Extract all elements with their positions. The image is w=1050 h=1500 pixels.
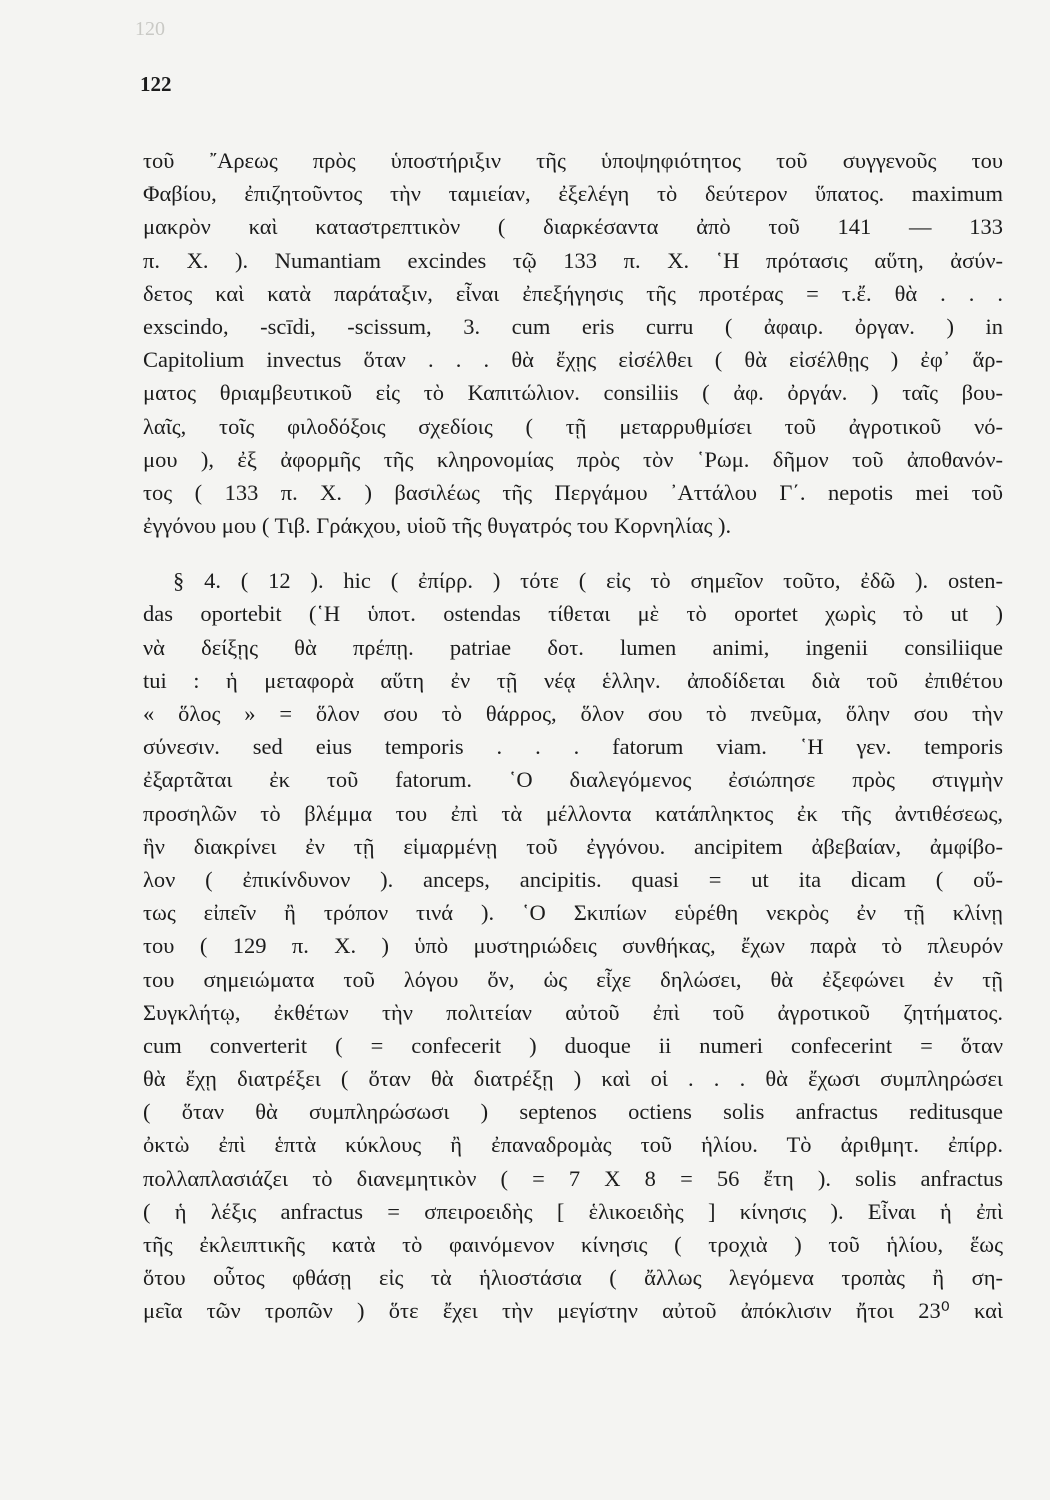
text-line: σύνεσιν. sed eius temporis . . . fatorum viam. ῾Η γεν. temporis xyxy=(143,734,1003,760)
text-line: Φαβίου, ἐπιζητοῦντος τὴν ταμιείαν, ἐξελέγη τὸ δεύτερον ὕπατος. maximum xyxy=(143,181,1003,207)
text-line: μεῖα τῶν τροπῶν ) ὅτε ἔχει τὴν μεγίστην αὐτοῦ ἀπόκλισιν ἤτοι 23⁰ καὶ xyxy=(143,1298,1003,1324)
text-line: ἐξαρτᾶται ἐκ τοῦ fatorum. ῾Ο διαλεγόμενος ἐσιώπησε πρὸς στιγμὴν xyxy=(143,767,1003,793)
text-line: ὅτου οὗτος φθάσῃ εἰς τὰ ἡλιοστάσια ( ἄλλως λεγόμενα τροπὰς ἢ ση- xyxy=(143,1265,1003,1291)
text-line: πολλαπλασιάζει τὸ διανεμητικὸν ( = 7 Χ 8 = 56 ἔτη ). solis anfractus xyxy=(143,1165,1003,1191)
text-line: τῆς ἐκλειπτικῆς κατὰ τὸ φαινόμενον κίνησις ( τροχιὰ ) τοῦ ἡλίου, ἕως xyxy=(143,1232,1003,1257)
text-line: δετος καὶ κατὰ παράταξιν, εἶναι ἐπεξήγησις τῆς προτέρας = τ.ἔ. θὰ . . . xyxy=(143,280,1003,306)
text-line: θὰ ἔχῃ διατρέξει ( ὅταν θὰ διατρέξῃ ) καὶ οἱ . . . θὰ ἔχωσι συμπληρώσει xyxy=(143,1066,1003,1092)
bleed-through-page-number: 120 xyxy=(135,18,165,40)
text-line: τοῦ ῎Αρεως πρὸς ὑποστήριξιν τῆς ὑποψηφιότητος τοῦ συγγενοῦς του xyxy=(143,148,1003,173)
text-line: του σημειώματα τοῦ λόγου ὅν, ὡς εἶχε δηλώσει, θὰ ἐξεφώνει ἐν τῇ xyxy=(143,966,1003,992)
commentary-text xyxy=(143,144,1003,1328)
text-line: ὀκτὼ ἐπὶ ἑπτὰ κύκλους ἢ ἐπαναδρομὰς τοῦ ἡλίου. Τὸ ἀριθμητ. ἐπίρρ. xyxy=(143,1132,1003,1158)
text-line: exscindo, -scīdi, -scissum, 3. cum eris curru ( ἀφαιρ. ὀργαν. ) in xyxy=(143,313,1003,339)
text-line: λαῖς, τοῖς φιλοδόξοις σχεδίοις ( τῇ μεταρρυθμίσει τοῦ ἀγροτικοῦ νό- xyxy=(143,413,1003,439)
text-line: π. Χ. ). Numantiam excindes τῷ 133 π. Χ. ῾Η πρότασις αὕτη, ἀσύν- xyxy=(143,247,1003,273)
text-line: tui : ἡ μεταφορὰ αὕτη ἐν τῇ νέᾳ ἑλλην. ἀποδίδεται διὰ τοῦ ἐπιθέτου xyxy=(143,667,1003,693)
text-line: « ὅλος » = ὅλον σου τὸ θάρρος, ὅλον σου τὸ πνεῦμα, ὅλην σου τὴν xyxy=(143,701,1003,726)
text-line: του ( 129 π. Χ. ) ὑπὸ μυστηριώδεις συνθήκας, ἔχων παρὰ τὸ πλευρόν xyxy=(143,933,1003,959)
text-line: ἐγγόνου μου ( Τιβ. Γράκχου, υἱοῦ τῆς θυγατρός του Κορνηλίας ). xyxy=(143,513,732,539)
text-line: Capitolium invectus ὅταν . . . θὰ ἔχῃς εἰσέλθει ( θὰ εἰσέλθῃς ) ἐφ᾽ ἅρ- xyxy=(143,347,1003,373)
page-number: 122 xyxy=(140,72,172,96)
text-line: ( ἡ λέξις anfractus = σπειροειδὴς [ ἑλικοειδὴς ] κίνησις ). Εἶναι ἡ ἐπὶ xyxy=(143,1198,1003,1224)
text-line: τος ( 133 π. Χ. ) βασιλέως τῆς Περγάμου ᾽Αττάλου Γ΄. nepotis mei τοῦ xyxy=(143,479,1003,505)
text-line: cum converterit ( = confecerit ) duoque ii numeri confecerint = ὅταν xyxy=(143,1032,1003,1058)
text-line: ματος θριαμβευτικοῦ εἰς τὸ Καπιτώλιον. consiliis ( ἀφ. ὀργάν. ) ταῖς βου- xyxy=(143,380,1003,406)
text-line: ( ὅταν θὰ συμπληρώσωσι ) septenos octiens solis anfractus reditusque xyxy=(143,1099,1003,1125)
text-line: Συγκλήτῳ, ἐκθέτων τὴν πολιτείαν αὐτοῦ ἐπὶ τοῦ ἀγροτικοῦ ζητήματος. xyxy=(143,999,1003,1025)
text-line: § 4. ( 12 ). hic ( ἐπίρρ. ) τότε ( εἰς τὸ σημεῖον τοῦτο, ἐδῶ ). osten- xyxy=(173,568,1003,594)
text-line: τως εἰπεῖν ἢ τρόπον τινά ). ῾Ο Σκιπίων εὑρέθη νεκρὸς ἐν τῇ κλίνῃ xyxy=(143,900,1003,926)
text-line: das oportebit (῾Η ὑποτ. ostendas τίθεται μὲ τὸ oportet χωρὶς τὸ ut ) xyxy=(143,601,1003,627)
text-line: μου ), ἐξ ἀφορμῆς τῆς κληρονομίας πρὸς τὸν ῾Ρωμ. δῆμον τοῦ ἀποθανόν- xyxy=(143,446,1003,472)
text-line: προσηλῶν τὸ βλέμμα του ἐπὶ τὰ μέλλοντα κατάπληκτος ἐκ τῆς ἀντιθέσεως, xyxy=(143,800,1003,826)
text-line: λον ( ἐπικίνδυνον ). anceps, ancipitis. quasi = ut ita dicam ( οὕ- xyxy=(143,866,1003,892)
text-line: νὰ δείξῃς θὰ πρέπῃ. patriae δοτ. lumen animi, ingenii consiliique xyxy=(143,634,1003,660)
paragraph-gap xyxy=(143,542,1003,564)
paragraph-2 xyxy=(143,564,1003,1327)
text-line: ἣν διακρίνει ἐν τῇ εἱμαρμένῃ τοῦ ἐγγόνου. ancipitem ἀβεβαίαν, ἀμφίβο- xyxy=(143,833,1003,859)
paragraph-1 xyxy=(143,144,1003,542)
text-line: μακρὸν καὶ καταστρεπτικὸν ( διαρκέσαντα ἀπὸ τοῦ 141 — 133 xyxy=(143,214,1003,240)
